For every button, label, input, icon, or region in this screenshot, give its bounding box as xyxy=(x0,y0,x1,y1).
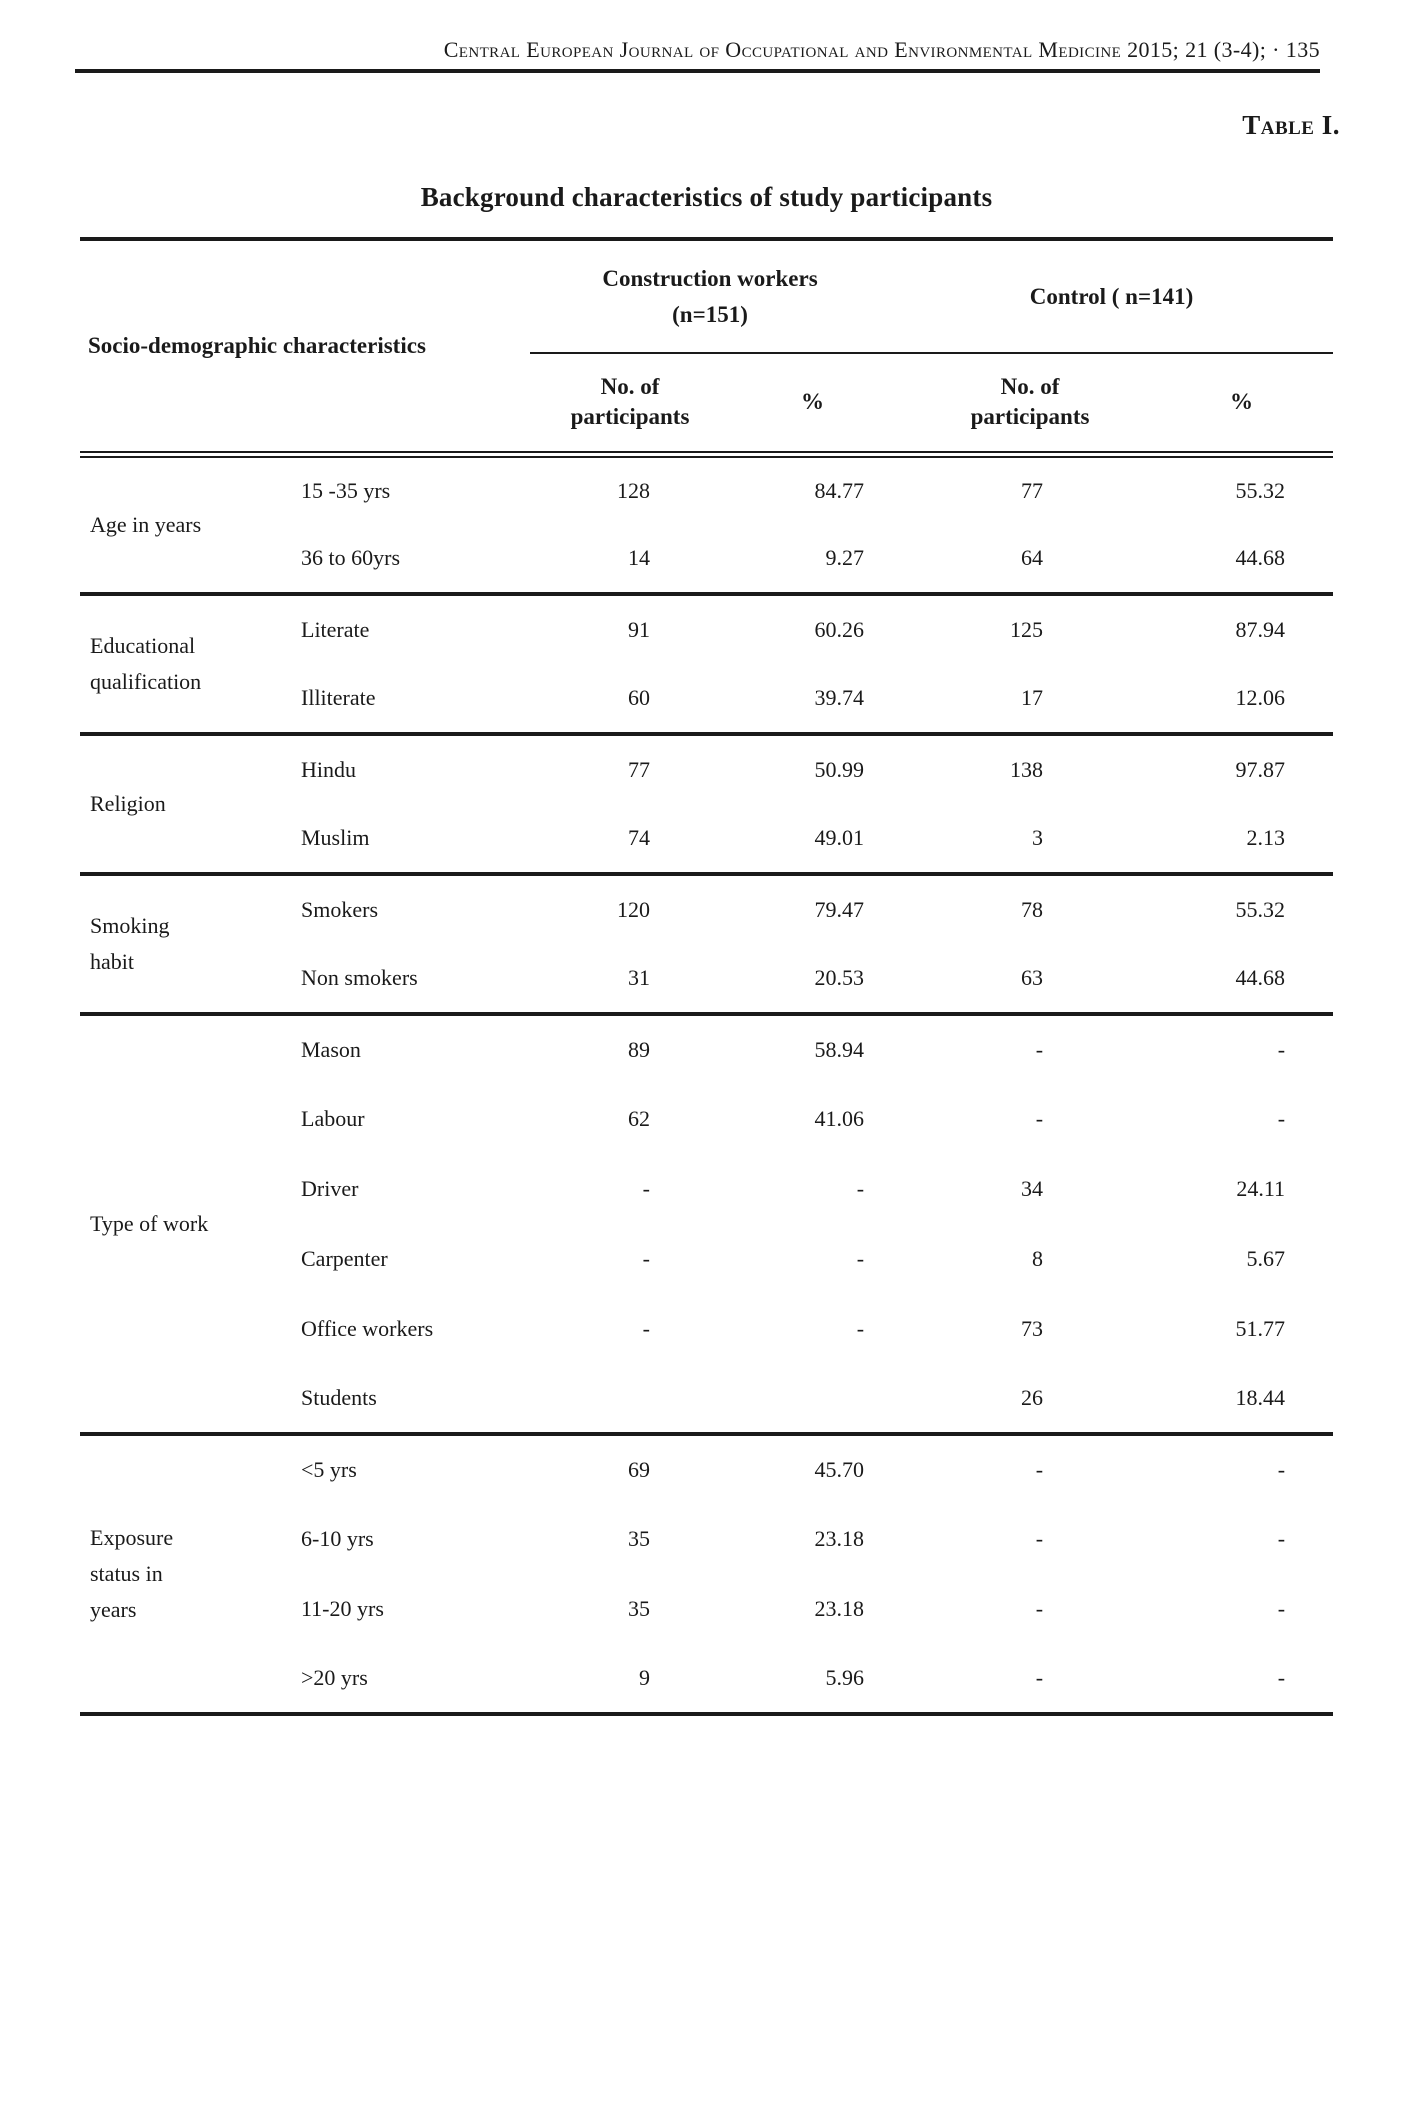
category-cell: Driver xyxy=(301,1176,359,1201)
category-cell: 6-10 yrs xyxy=(301,1526,374,1551)
value-cell: - xyxy=(1035,1596,1044,1621)
subheader-construction-percent: % xyxy=(710,353,890,454)
value-cell: 51.77 xyxy=(1235,1316,1286,1341)
category-cell: 36 to 60yrs xyxy=(301,545,400,570)
row-group-cell xyxy=(80,734,300,874)
left-header-cell: Socio-demographic characteristics xyxy=(80,239,530,454)
value-cell: 69 xyxy=(530,1434,710,1504)
value-cell: 62 xyxy=(628,1106,650,1131)
category-cell: Carpenter xyxy=(301,1246,388,1271)
category-cell: Smokers xyxy=(300,874,530,944)
value-cell: 8 xyxy=(1032,1246,1044,1271)
subheader-construction-participants xyxy=(530,353,710,454)
value-cell: - xyxy=(890,1434,1150,1504)
value-cell: 5.96 xyxy=(825,1665,865,1690)
table-section xyxy=(80,1014,1333,1434)
category-cell: 15 -35 yrs xyxy=(301,477,391,503)
row-group-cell xyxy=(80,594,300,734)
value-cell: 125 xyxy=(890,594,1150,664)
value-cell: - xyxy=(856,1316,865,1341)
value-cell: 35 xyxy=(628,1596,650,1621)
table-header xyxy=(80,239,1333,454)
subheader-text: No. of participants xyxy=(570,374,690,430)
value-cell: - xyxy=(890,1014,1150,1084)
table-row xyxy=(80,734,1333,804)
value-cell: - xyxy=(642,1316,650,1341)
category-cell: Mason xyxy=(300,1014,530,1084)
construction-group-line1: Construction workers xyxy=(602,265,818,291)
value-cell: 74 xyxy=(628,825,650,850)
value-cell: 35 xyxy=(628,1526,650,1551)
value-cell: - xyxy=(1277,1665,1286,1690)
category-cell: Office workers xyxy=(301,1316,434,1341)
value-cell: 89 xyxy=(530,1014,710,1084)
value-cell: 3 xyxy=(1032,825,1044,850)
background-characteristics-table xyxy=(80,237,1333,1716)
value-cell: 39.74 xyxy=(814,685,865,710)
value-cell: 77 xyxy=(530,734,710,804)
header-row-groups xyxy=(80,239,1333,353)
table-row xyxy=(80,1014,1333,1084)
table-section xyxy=(80,594,1333,734)
value-cell xyxy=(710,1364,890,1434)
row-group-label: Type of work xyxy=(90,1211,209,1236)
value-cell: - xyxy=(856,1176,865,1201)
value-cell: 77 xyxy=(1021,477,1044,503)
value-cell: 24.11 xyxy=(1236,1176,1286,1201)
value-cell: 5.67 xyxy=(1246,1246,1286,1271)
value-cell: 63 xyxy=(1021,965,1044,990)
table-title: Background characteristics of study participants xyxy=(420,182,993,212)
row-group-label: Religion xyxy=(90,791,166,816)
value-cell: 45.70 xyxy=(710,1434,890,1504)
subheader-text: No. of participants xyxy=(970,374,1090,430)
category-cell: Literate xyxy=(300,594,530,664)
value-cell: 23.18 xyxy=(814,1596,865,1621)
category-cell: Students xyxy=(301,1385,377,1410)
category-cell: Labour xyxy=(301,1106,365,1131)
category-cell: >20 yrs xyxy=(301,1665,368,1690)
value-cell: - xyxy=(1035,1665,1044,1690)
row-group-cell xyxy=(80,1014,300,1434)
value-cell: 64 xyxy=(1021,545,1044,570)
table-section xyxy=(80,734,1333,874)
row-group-cell xyxy=(80,454,300,594)
table-row xyxy=(80,1434,1333,1504)
construction-group-line2: (n=151) xyxy=(672,301,748,327)
value-cell: 23.18 xyxy=(814,1526,865,1551)
value-cell: - xyxy=(642,1246,650,1271)
category-cell: Hindu xyxy=(300,734,530,804)
value-cell: 26 xyxy=(1021,1385,1044,1410)
value-cell: - xyxy=(1150,1014,1333,1084)
construction-group-header xyxy=(530,239,890,353)
value-cell: 58.94 xyxy=(710,1014,890,1084)
value-cell: - xyxy=(856,1246,865,1271)
value-cell: 73 xyxy=(1021,1316,1044,1341)
value-cell: 18.44 xyxy=(1235,1385,1286,1410)
table-row xyxy=(80,454,1333,524)
value-cell: 44.68 xyxy=(1235,545,1286,570)
value-cell: 91 xyxy=(530,594,710,664)
category-cell: Muslim xyxy=(301,825,370,850)
row-group-cell xyxy=(80,874,300,1014)
value-cell: 60 xyxy=(628,685,650,710)
control-group-label: Control ( n=141) xyxy=(1029,283,1194,309)
value-cell: 2.13 xyxy=(1246,825,1286,850)
subheader-control-percent: % xyxy=(1150,353,1333,454)
value-cell: 55.32 xyxy=(1235,477,1286,503)
category-cell: 11-20 yrs xyxy=(301,1596,384,1621)
value-cell: 41.06 xyxy=(814,1106,865,1131)
table-row xyxy=(80,594,1333,664)
table-section xyxy=(80,874,1333,1014)
header-rule xyxy=(75,69,1320,73)
value-cell: 9 xyxy=(639,1665,650,1690)
value-cell: - xyxy=(1035,1106,1044,1131)
value-cell: 14 xyxy=(628,545,650,570)
table-row xyxy=(80,874,1333,944)
value-cell: 49.01 xyxy=(814,825,865,850)
table-section xyxy=(80,454,1333,594)
value-cell: 79.47 xyxy=(710,874,890,944)
value-cell: 9.27 xyxy=(825,545,865,570)
value-cell: 120 xyxy=(530,874,710,944)
value-cell: 87.94 xyxy=(1150,594,1333,664)
running-head: Central European Journal of Occupational and Environmental Medicine 2015; 21 (3-4); · 135 xyxy=(443,37,1320,62)
row-group-label: Smoking habit xyxy=(90,913,170,974)
row-group-label: Educational qualification xyxy=(90,633,202,694)
category-cell: Illiterate xyxy=(301,685,376,710)
value-cell: 55.32 xyxy=(1150,874,1333,944)
row-group-cell xyxy=(80,1434,300,1714)
value-cell: 12.06 xyxy=(1235,685,1286,710)
value-cell: 84.77 xyxy=(814,477,865,503)
value-cell: - xyxy=(1150,1434,1333,1504)
value-cell: 20.53 xyxy=(814,965,865,990)
value-cell: 44.68 xyxy=(1235,965,1286,990)
value-cell: 31 xyxy=(628,965,650,990)
value-cell: 138 xyxy=(890,734,1150,804)
value-cell: 34 xyxy=(1021,1176,1044,1201)
control-group-header xyxy=(890,239,1333,353)
value-cell: 78 xyxy=(890,874,1150,944)
category-cell: Non smokers xyxy=(301,965,418,990)
value-cell: - xyxy=(1277,1106,1286,1131)
value-cell: - xyxy=(642,1176,650,1201)
value-cell: - xyxy=(1277,1526,1286,1551)
value-cell: 97.87 xyxy=(1150,734,1333,804)
value-cell: 60.26 xyxy=(710,594,890,664)
subheader-control-participants xyxy=(890,353,1150,454)
value-cell: - xyxy=(1277,1596,1286,1621)
row-group-label: Age in years xyxy=(90,511,202,537)
category-cell: <5 yrs xyxy=(300,1434,530,1504)
table-label: Table I. xyxy=(1242,110,1340,140)
value-cell: 128 xyxy=(617,477,650,503)
value-cell: - xyxy=(1035,1526,1044,1551)
value-cell xyxy=(530,1364,710,1434)
value-cell: 50.99 xyxy=(710,734,890,804)
row-group-label: Exposure status in years xyxy=(90,1525,174,1622)
table-section xyxy=(80,1434,1333,1714)
value-cell: 17 xyxy=(1021,685,1044,710)
